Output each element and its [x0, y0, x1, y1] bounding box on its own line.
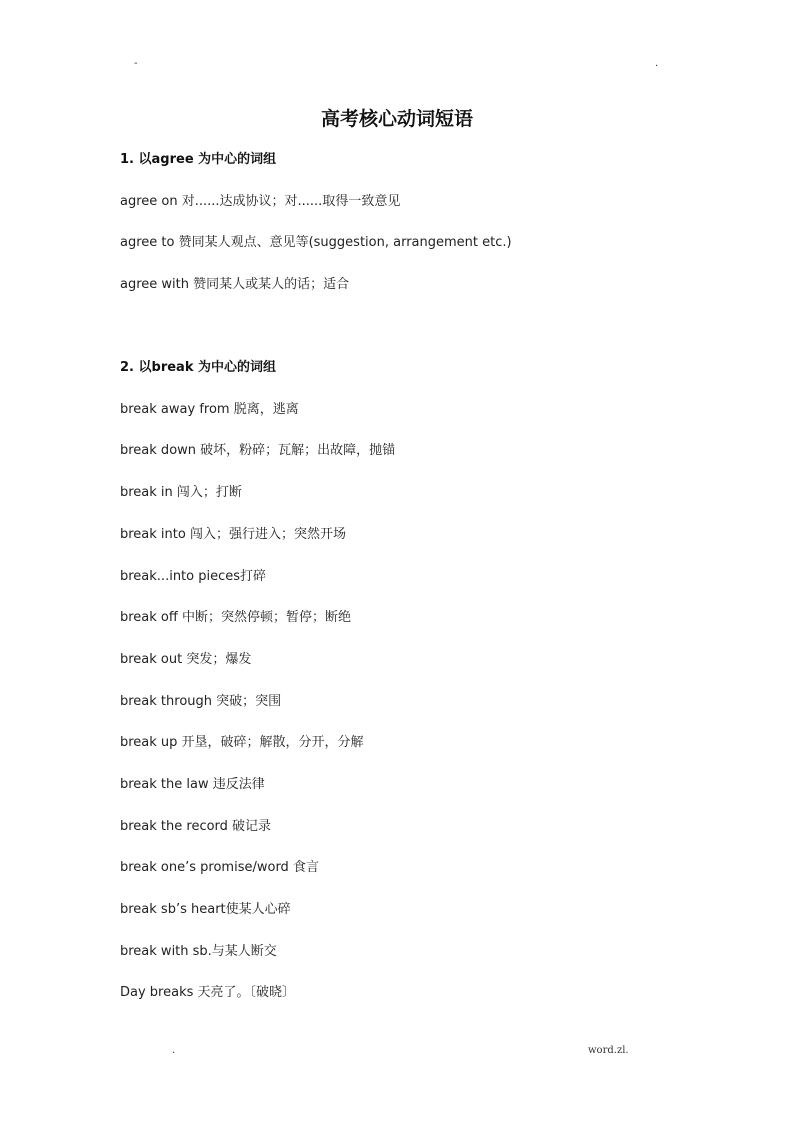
phrase-entry: break away from 脱离，逃离 [120, 401, 299, 417]
phrase-entry: break one’s promise/word 食言 [120, 860, 319, 876]
phrase-entry: break into 闯入；强行进入；突然开场 [120, 526, 346, 542]
document-body [120, 150, 680, 1003]
footer-right-mark: word.zl. [588, 1045, 629, 1056]
phrase-entry: break down 破坏，粉碎；瓦解；出故障，抛锚 [120, 443, 396, 459]
header-right-mark: . [655, 58, 659, 69]
footer-left-mark: . [172, 1045, 176, 1056]
phrase-entry: break through 突破；突围 [120, 693, 282, 709]
phrase-entry: agree with 赞同某人或某人的话；适合 [120, 277, 350, 293]
section-heading-break: 2. 以break 为中心的词组 [120, 360, 276, 376]
phrase-entry: agree to 赞同某人观点、意见等(suggestion, arrangement etc.) [120, 235, 512, 251]
document-title: 高考核心动词短语 [320, 108, 473, 130]
phrase-entry: agree on 对......达成协议；对......取得一致意见 [120, 193, 401, 209]
phrase-entry: break up 开垦，破碎；解散，分开，分解 [120, 735, 364, 751]
phrase-entry: break in 闯入；打断 [120, 485, 242, 501]
phrase-entry: break the law 违反法律 [120, 776, 265, 792]
phrase-entry: break sb’s heart使某人心碎 [120, 902, 291, 917]
phrase-entry: break with sb.与某人断交 [120, 943, 277, 959]
header-left-mark: - [134, 58, 138, 69]
phrase-entry: break...into pieces打碎 [120, 568, 267, 584]
phrase-entry: break the record 破记录 [120, 818, 272, 834]
phrase-entry: break out 突发；爆发 [120, 651, 252, 667]
phrase-entry: break off 中断；突然停顿；暂停；断绝 [120, 610, 351, 626]
section-heading-agree: 1. 以agree 为中心的词组 [120, 152, 277, 167]
phrase-entry: Day breaks 天亮了。〔破晓〕 [120, 985, 296, 1001]
